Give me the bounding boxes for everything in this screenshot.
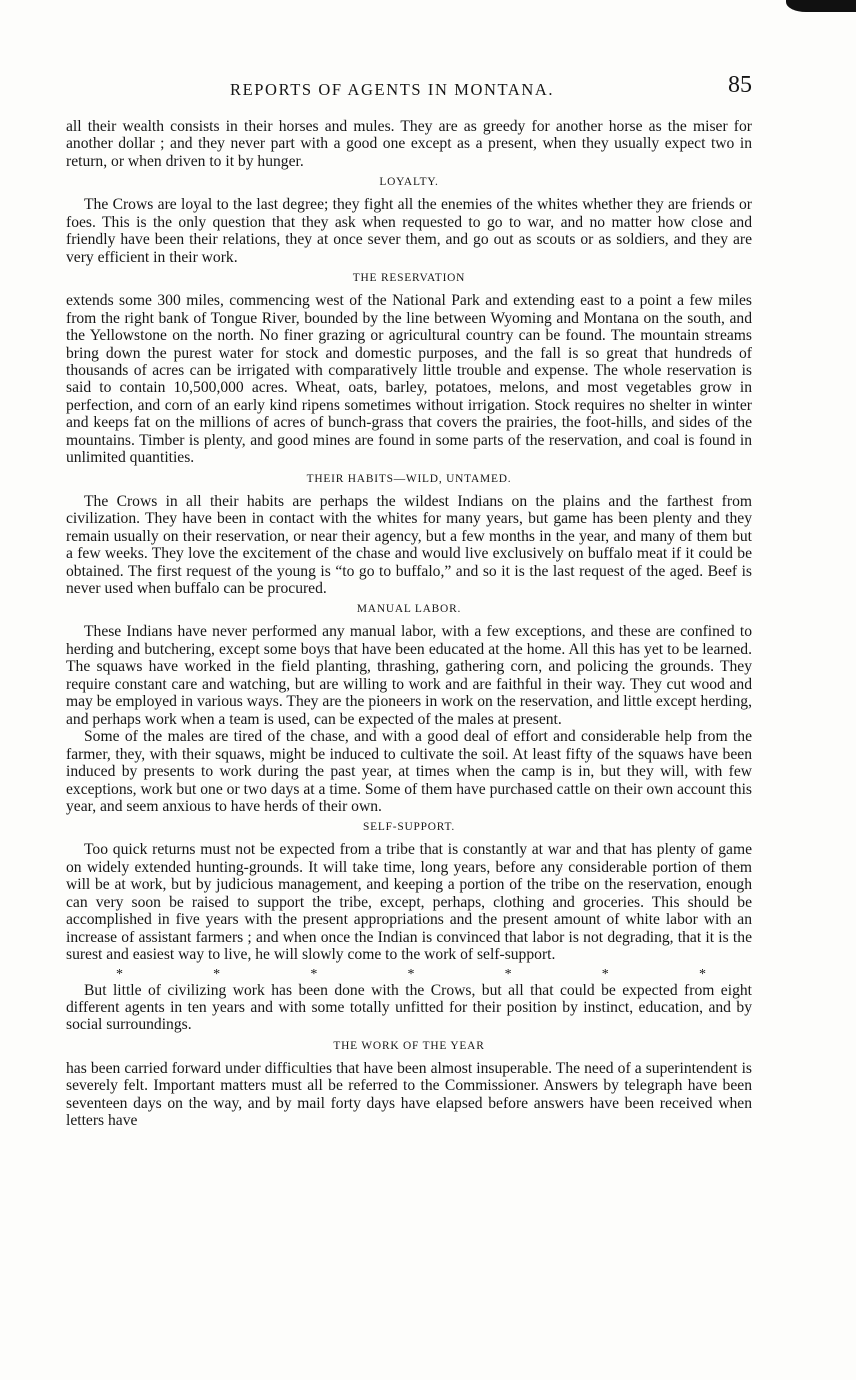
body-text: [66, 118, 752, 1130]
star: *: [116, 966, 123, 982]
star: *: [601, 966, 609, 982]
section-break-stars: [66, 964, 752, 982]
section-heading-work-of-year: THE WORK OF THE YEAR: [333, 1039, 485, 1052]
running-title: REPORTS OF AGENTS IN MONTANA.: [230, 80, 555, 99]
intro-paragraph: all their wealth consists in their horses and mules. They are as greedy for another horse as the miser for another dollar ; and they never part with a good one except as a present, when they usually expect two in return, or when driven to it by hunger.: [66, 118, 752, 170]
loyalty-paragraph: The Crows are loyal to the last degree; they fight all the enemies of the whites whether they are friends or foes. This is the only question that they ask when requested to go to war, and no matter how close and friendly have been their relations, they at once sever them, and go out as scouts or as soldiers, and they are very efficient in their work.: [66, 196, 752, 266]
scan-corner-mark: [786, 0, 856, 12]
star: *: [310, 966, 318, 982]
running-head: [66, 72, 752, 102]
civilizing-work-paragraph: But little of civilizing work has been done with the Crows, but all that could be expected from eight different agents in ten years and with some totally unfitted for their position by instinct, education, and by social surroundings.: [66, 981, 752, 1034]
star: *: [213, 966, 221, 982]
section-heading-loyalty: LOYALTY.: [379, 176, 439, 189]
section-heading-manual-labor: MANUAL LABOR.: [356, 603, 462, 616]
star: *: [504, 966, 512, 982]
manual-labor-paragraph: These Indians have never performed any manual labor, with a few exceptions, and these are confined to herding and butchering, except some boys that have been educated at the home. All this has yet to be learned. The squaws have worked in the field planting, thrashing, gathering corn, and policing the grounds. They require constant care and watching, but are willing to work and are faithful in their way. They cut wood and may be employed in various ways. They are the pioneers in work on the reservation, and little except herding, and perhaps work when a team is used, can be expected of the males at present.: [66, 623, 752, 728]
work-of-year-paragraph: has been carried forward under difficulties that have been almost insuperable. The need of a superintendent is severely felt. Important matters must all be referred to the Commissioner. Answers by telegraph have been seventeen days on the way, and by mail forty days have elapsed before answers have been received when letters have: [66, 1059, 752, 1130]
reservation-paragraph: extends some 300 miles, commencing west of the National Park and extending east to a point a few miles from the right bank of Tongue River, bounded by the line between Wyoming and Montana on the south, and the Yellowstone on the north. No finer grazing or agricultural country can be found. The mountain streams bring down the purest water for stock and domestic purposes, and the fall is so great that hundreds of thousands of acres can be irrigated with comparatively little trouble and expense. The whole reservation is said to contain 10,500,000 acres. Wheat, oats, barley, potatoes, melons, and most vegetables grow in perfection, and corn of an early kind ripens sometimes without irrigation. Stock requires no shelter in winter and keeps fat on the millions of acres of bunch-grass that covers the prairies, the foot-hills, and sides of the mountains. Timber is plenty, and good mines are found in some parts of the reservation, and coal is found in unlimited quantities.: [66, 292, 752, 467]
manual-labor-paragraph: Some of the males are tired of the chase, and with a good deal of effort and considerable help from the farmer, they, with their squaws, might be induced to cultivate the soil. At least fifty of the squaws have been induced by presents to work during the past year, at times when the camp is in, but they will, with few exceptions, work but one or two days at a time. Some of them have purchased cattle on their own account this year, and seem anxious to have herds of their own.: [66, 728, 752, 815]
section-heading-habits: THEIR HABITS—WILD, UNTAMED.: [306, 472, 512, 485]
self-support-paragraph: Too quick returns must not be expected from a tribe that is constantly at war and that has plenty of game on widely extended hunting-grounds. It will take time, long years, before any considerable portion of them will be at work, but by judicious management, and keeping a portion of the tribe on the reservation, enough can very soon be raised to support the tribe, except, perhaps, clothing and groceries. This should be accomplished in five years with the present appropriations and the present amount of white labor with an increase of assistant farmers ; and when once the Indian is convinced that labor is not degrading, that it is the surest and easiest way to live, he will slowly come to the work of self-support.: [66, 841, 752, 964]
section-heading-reservation: THE RESERVATION: [352, 272, 466, 285]
star: *: [407, 966, 415, 982]
star: *: [698, 966, 706, 982]
page-number: 85: [728, 72, 752, 98]
section-heading-self-support: SELF-SUPPORT.: [362, 821, 456, 834]
habits-paragraph: The Crows in all their habits are perhaps the wildest Indians on the plains and the farthest from civilization. They have been in contact with the whites for many years, but game has been plenty and they remain usually on their reservation, or near their agency, but a few months in the year, and many of them but a few weeks. They love the excitement of the chase and would live exclusively on buffalo meat if it could be obtained. The first request of the young is “to go to buffalo,” and so it is the last request of the aged. Beef is never used when buffalo can be procured.: [66, 492, 752, 597]
